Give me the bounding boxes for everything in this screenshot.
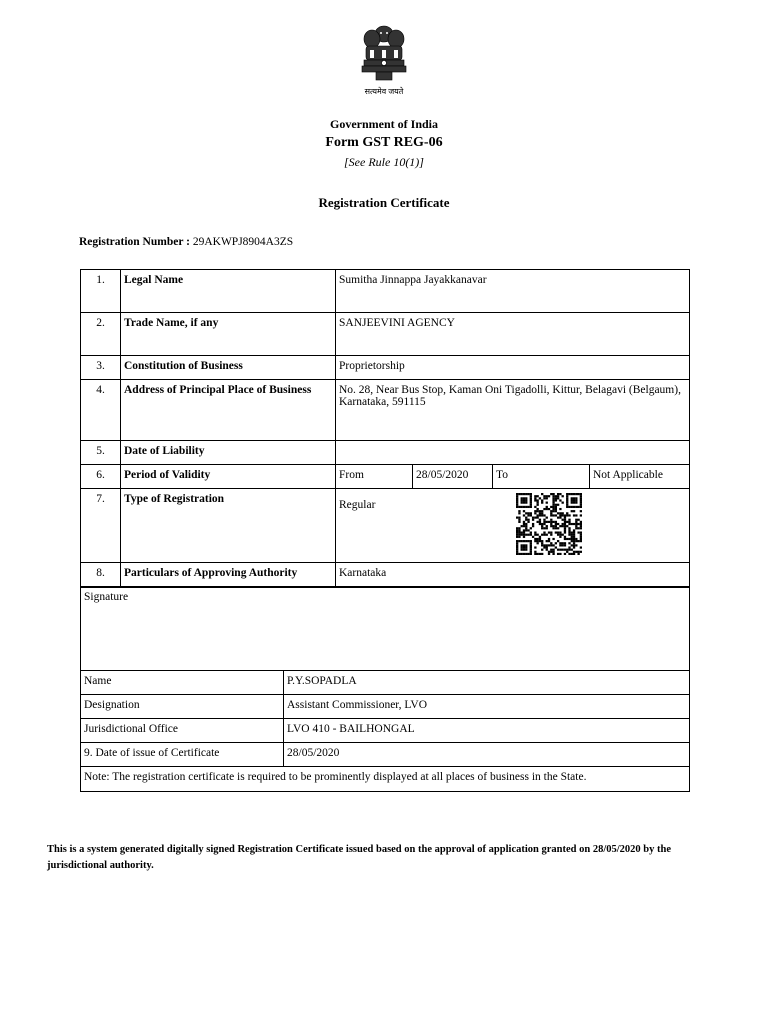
table-row bbox=[81, 743, 690, 767]
issue-date-label: 9. Date of issue of Certificate bbox=[81, 743, 284, 767]
registration-number-value: 29AKWPJ8904A3ZS bbox=[192, 236, 294, 248]
display-note: Note: The registration certificate is required to be prominently displayed at all places of business in the State. bbox=[81, 767, 690, 792]
table-row bbox=[81, 313, 690, 356]
row-number: 8. bbox=[81, 563, 121, 588]
liability-value bbox=[336, 441, 690, 465]
form-title: Form GST REG-06 bbox=[325, 135, 443, 150]
table-row bbox=[81, 719, 690, 743]
signature-label: Signature bbox=[81, 587, 690, 671]
rule-reference: [See Rule 10(1)] bbox=[344, 155, 424, 169]
row-number: 2. bbox=[81, 313, 121, 356]
government-heading: Government of India bbox=[330, 117, 438, 131]
designation-label: Designation bbox=[81, 695, 284, 719]
row-number: 7. bbox=[81, 489, 121, 563]
registration-number-line bbox=[79, 236, 293, 248]
validity-from-value: 28/05/2020 bbox=[413, 465, 493, 489]
validity-to-label: To bbox=[493, 465, 590, 489]
row-number: 1. bbox=[81, 270, 121, 313]
trade-name-value: SANJEEVINI AGENCY bbox=[336, 313, 690, 356]
registration-type-value: Regular bbox=[336, 489, 690, 563]
table-row bbox=[81, 356, 690, 380]
address-label: Address of Principal Place of Business bbox=[121, 380, 336, 441]
table-row bbox=[81, 563, 690, 588]
qr-code-icon bbox=[516, 493, 582, 555]
table-row bbox=[81, 270, 690, 313]
system-generated-notice: This is a system generated digitally signed Registration Certificate issued based on the approval of application granted on 28/05/2020 by the jurisdictional authority. bbox=[47, 844, 671, 871]
certificate-details-table bbox=[80, 269, 690, 588]
emblem-motto: सत्यमेव जयते bbox=[364, 87, 404, 96]
constitution-value: Proprietorship bbox=[336, 356, 690, 380]
designation-value: Assistant Commissioner, LVO bbox=[284, 695, 690, 719]
signature-table bbox=[80, 586, 690, 792]
table-row bbox=[81, 380, 690, 441]
name-label: Name bbox=[81, 671, 284, 695]
table-row bbox=[81, 465, 690, 489]
row-number: 3. bbox=[81, 356, 121, 380]
row-number: 4. bbox=[81, 380, 121, 441]
certificate-title: Registration Certificate bbox=[318, 195, 450, 210]
name-value: P.Y.SOPADLA bbox=[284, 671, 690, 695]
issue-date-value: 28/05/2020 bbox=[284, 743, 690, 767]
national-emblem-icon bbox=[352, 22, 416, 84]
table-row bbox=[81, 489, 690, 563]
address-value: No. 28, Near Bus Stop, Kaman Oni Tigadolli, Kittur, Belagavi (Belgaum), Karnataka, 591115 bbox=[336, 380, 690, 441]
validity-label: Period of Validity bbox=[121, 465, 336, 489]
jurisdictional-office-value: LVO 410 - BAILHONGAL bbox=[284, 719, 690, 743]
table-row bbox=[81, 587, 690, 671]
table-row bbox=[81, 671, 690, 695]
constitution-label: Constitution of Business bbox=[121, 356, 336, 380]
validity-from-label: From bbox=[336, 465, 413, 489]
liability-label: Date of Liability bbox=[121, 441, 336, 465]
legal-name-value: Sumitha Jinnappa Jayakkanavar bbox=[336, 270, 690, 313]
approving-authority-value: Karnataka bbox=[336, 563, 690, 588]
table-row bbox=[81, 441, 690, 465]
validity-to-value: Not Applicable bbox=[590, 465, 690, 489]
approving-authority-label: Particulars of Approving Authority bbox=[121, 563, 336, 588]
row-number: 6. bbox=[81, 465, 121, 489]
registration-number-label: Registration Number : bbox=[79, 236, 190, 248]
trade-name-label: Trade Name, if any bbox=[121, 313, 336, 356]
registration-type-label: Type of Registration bbox=[121, 489, 336, 563]
jurisdictional-office-label: Jurisdictional Office bbox=[81, 719, 284, 743]
legal-name-label: Legal Name bbox=[121, 270, 336, 313]
table-row bbox=[81, 767, 690, 792]
row-number: 5. bbox=[81, 441, 121, 465]
table-row bbox=[81, 695, 690, 719]
